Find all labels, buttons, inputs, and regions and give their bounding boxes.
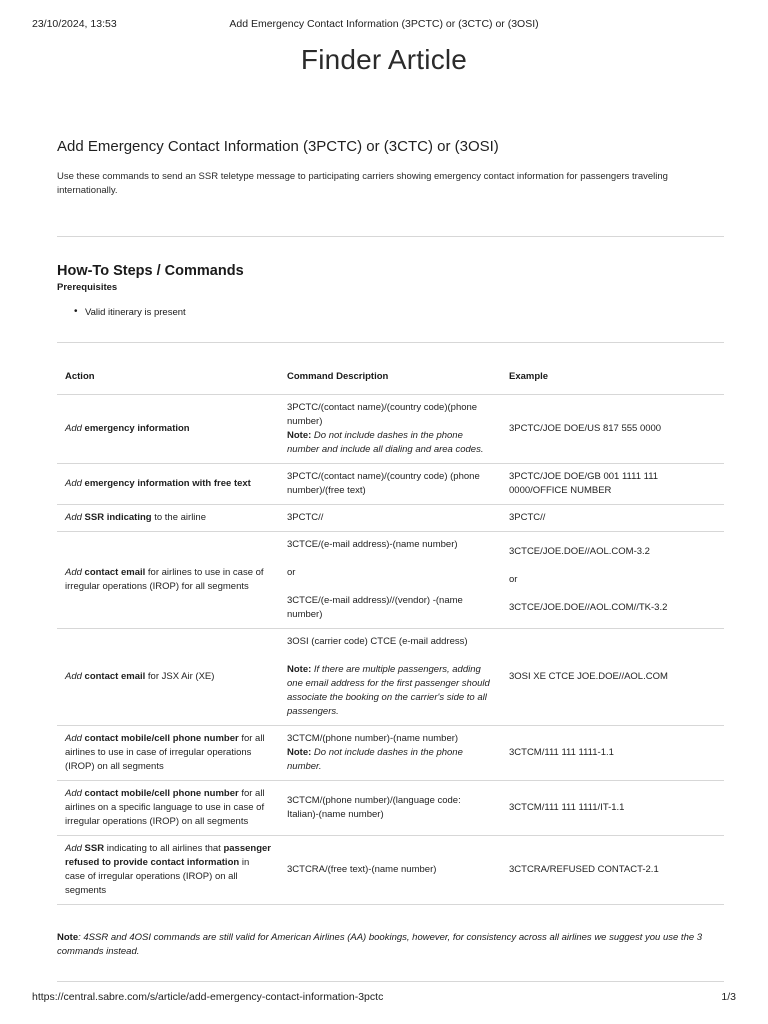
- command-cell: [279, 726, 501, 781]
- column-header-example: Example: [501, 363, 724, 395]
- action-verb: Add: [65, 478, 82, 489]
- note-label: Note:: [287, 430, 312, 441]
- commands-table: [57, 363, 724, 905]
- example-cell: [501, 532, 724, 629]
- howto-title: How-To Steps / Commands: [57, 263, 244, 279]
- table-row: [57, 726, 724, 781]
- command-cell: [279, 629, 501, 726]
- print-header: [32, 18, 736, 32]
- prerequisites-label: Prerequisites: [57, 282, 118, 293]
- action-detail: for JSX Air (XE): [147, 671, 215, 682]
- column-header-command: Command Description: [279, 363, 501, 395]
- example-cell: 3PCTC/JOE DOE/GB 001 1111 111 0000/OFFICE NUMBER: [501, 464, 724, 505]
- action-detail: to the airline: [154, 512, 206, 523]
- action-verb: Add: [65, 512, 82, 523]
- article-title: Add Emergency Contact Information (3PCTC) or (3CTC) or (3OSI): [57, 138, 499, 155]
- note-text: If there are multiple passengers, adding one email address for the first passenger should associate the booking on the carrier's side to all passengers.: [287, 664, 490, 717]
- table-row: [57, 505, 724, 532]
- note-text: Do not include dashes in the phone number and include all dialing and area codes.: [287, 430, 484, 455]
- table-header-row: [57, 363, 724, 395]
- list-item: • Valid itinerary is present: [74, 307, 724, 318]
- divider: [57, 981, 724, 982]
- action-verb: Add: [65, 788, 82, 799]
- action-cell: [57, 505, 279, 532]
- action-subject: emergency information: [84, 423, 190, 434]
- article-summary: Use these commands to send an SSR teletype message to participating carriers showing emergency contact information for passengers traveling internationally.: [57, 171, 668, 196]
- example-alt-text: 3CTCE/JOE.DOE//AOL.COM//TK-3.2: [509, 602, 668, 613]
- command-text: 3OSI (carrier code) CTCE (e-mail address): [287, 636, 468, 647]
- action-verb: Add: [65, 423, 82, 434]
- command-or: or: [287, 567, 296, 578]
- column-header-action: Action: [57, 363, 279, 395]
- action-cell: [57, 629, 279, 726]
- action-verb: Add: [65, 843, 82, 854]
- print-datetime: 23/10/2024, 13:53: [32, 18, 117, 30]
- command-alt-text: 3CTCE/(e-mail address)//(vendor) -(name number): [287, 595, 463, 620]
- article-content: [57, 138, 724, 982]
- example-cell: 3OSI XE CTCE JOE.DOE//AOL.COM: [501, 629, 724, 726]
- divider: [57, 236, 724, 237]
- action-subject: contact email: [84, 567, 146, 578]
- note-label: Note:: [287, 747, 312, 758]
- action-cell: [57, 395, 279, 464]
- footnote: [57, 931, 724, 959]
- note-label: Note:: [287, 664, 312, 675]
- action-cell: [57, 726, 279, 781]
- command-cell: 3PCTC/(contact name)/(country code) (phone number)/(free text): [279, 464, 501, 505]
- table-row: [57, 836, 724, 905]
- action-subject-2: passenger refused to provide contact information: [65, 843, 271, 868]
- table-row: [57, 532, 724, 629]
- example-cell: 3CTCM/111 111 1111/IT-1.1: [501, 781, 724, 836]
- command-cell: 3CTCRA/(free text)-(name number): [279, 836, 501, 905]
- command-cell: 3CTCM/(phone number)/(language code: Italian)-(name number): [279, 781, 501, 836]
- action-cell: [57, 464, 279, 505]
- action-subject: SSR: [84, 843, 105, 854]
- action-detail: for all airlines on a specific language to use in case of irregular operations (IROP) on all segments: [65, 788, 265, 827]
- example-cell: 3CTCRA/REFUSED CONTACT-2.1: [501, 836, 724, 905]
- print-doc-title: Add Emergency Contact Information (3PCTC) or (3CTC) or (3OSI): [229, 18, 539, 30]
- footnote-text: : 4SSR and 4OSI commands are still valid for American Airlines (AA) bookings, however, for consistency across all airlines we suggest you use the 3 commands instead.: [57, 932, 703, 957]
- action-subject: contact mobile/cell phone number: [84, 788, 239, 799]
- action-cell: [57, 532, 279, 629]
- note-text: Do not include dashes in the phone number.: [287, 747, 463, 772]
- table-row: [57, 629, 724, 726]
- example-cell: 3PCTC/JOE DOE/US 817 555 0000: [501, 395, 724, 464]
- command-text: 3CTCM/(phone number)-(name number): [287, 733, 459, 744]
- divider: [57, 342, 724, 343]
- action-cell: [57, 781, 279, 836]
- example-cell: 3PCTC//: [501, 505, 724, 532]
- action-subject: SSR indicating: [84, 512, 152, 523]
- action-detail-2: in case of irregular operations (IROP) on all segments: [65, 857, 250, 896]
- action-detail: for airlines to use in case of irregular operations (IROP) for all segments: [65, 567, 264, 592]
- action-detail: for all airlines to use in case of irregular operations (IROP) on all segments: [65, 733, 265, 772]
- site-title: Finder Article: [300, 44, 468, 75]
- action-verb: Add: [65, 567, 82, 578]
- example-cell: 3CTCM/111 111 1111-1.1: [501, 726, 724, 781]
- command-cell: [279, 395, 501, 464]
- action-detail: indicating to all airlines that: [106, 843, 221, 854]
- example-or: or: [509, 574, 518, 585]
- table-row: [57, 395, 724, 464]
- example-text: 3CTCE/JOE.DOE//AOL.COM-3.2: [509, 546, 650, 557]
- action-subject: contact mobile/cell phone number: [84, 733, 239, 744]
- action-subject: contact email: [84, 671, 146, 682]
- print-footer: [32, 991, 736, 1005]
- command-cell: [279, 532, 501, 629]
- page-number: 1/3: [721, 991, 736, 1003]
- command-text: 3CTCE/(e-mail address)-(name number): [287, 539, 458, 550]
- action-subject: emergency information with free text: [84, 478, 251, 489]
- prerequisites-list: [74, 307, 724, 318]
- table-row: [57, 464, 724, 505]
- action-verb: Add: [65, 733, 82, 744]
- action-cell: [57, 836, 279, 905]
- page-url[interactable]: https://central.sabre.com/s/article/add-emergency-contact-information-3pctc: [32, 991, 384, 1003]
- command-cell: 3PCTC//: [279, 505, 501, 532]
- footnote-label: Note: [57, 932, 79, 943]
- action-verb: Add: [65, 671, 82, 682]
- table-row: [57, 781, 724, 836]
- command-text: 3PCTC/(contact name)/(country code)(phone number): [287, 402, 478, 427]
